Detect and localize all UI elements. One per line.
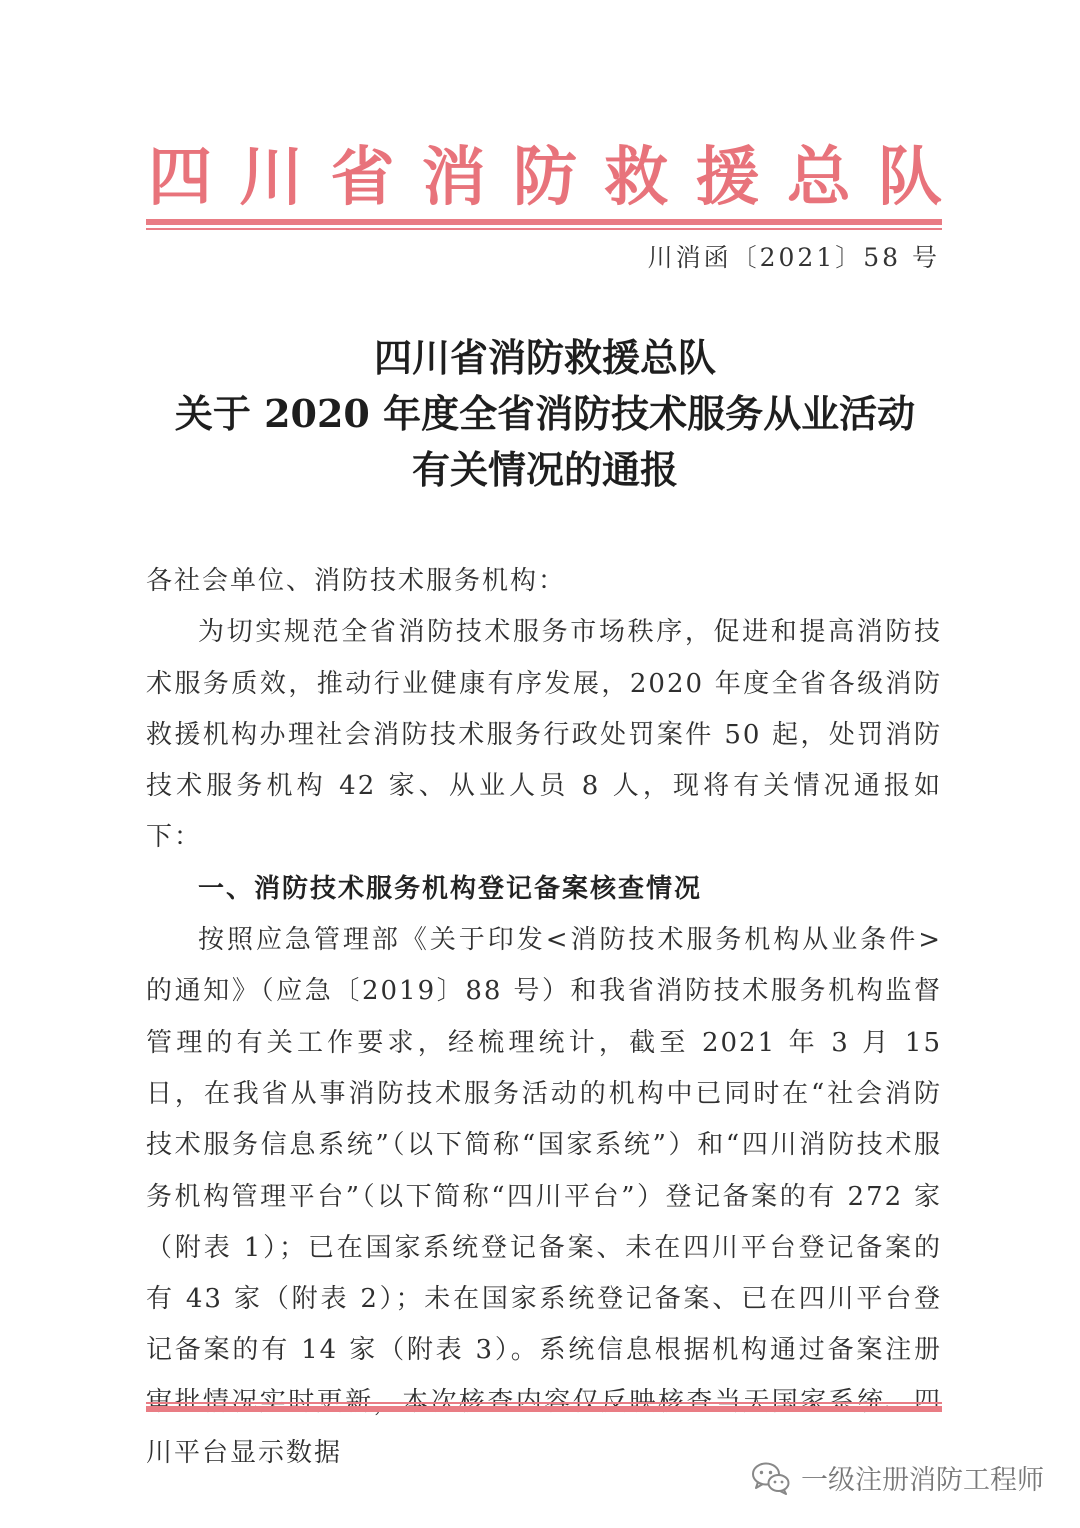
org-char: 总 (786, 141, 851, 215)
title-line-2: 关于 2020 年度全省消防技术服务从业活动 (174, 391, 916, 436)
org-char: 队 (878, 141, 942, 215)
salutation: 各社会单位、消防技术服务机构： (146, 566, 567, 596)
org-char: 防 (513, 141, 577, 215)
header-rule-thick (146, 219, 942, 225)
org-char: 川 (239, 141, 304, 215)
paragraph-intro: 为切实规范全省消防技术服务市场秩序，促进和提高消防技术服务质效，推动行业健康有序发展，2020 年度全省各级消防救援机构办理社会消防技术服务行政处罚案件 50 起，处罚消防技术服务机构 42 家、从业人员 8 人，现将有关情况通报如下： (146, 617, 942, 853)
document-title (100, 330, 990, 498)
wechat-icon (751, 1461, 791, 1495)
org-char: 消 (421, 141, 486, 215)
org-char: 四 (148, 141, 212, 215)
org-header (148, 138, 942, 218)
header-rule-thin (146, 228, 942, 230)
org-char: 省 (330, 141, 395, 215)
footer-rule-thin (146, 1402, 942, 1404)
document-body (146, 556, 942, 1479)
title-line-3: 有关情况的通报 (411, 447, 678, 492)
section-heading-1: 一、消防技术服务机构登记备案核查情况 (198, 873, 703, 904)
title-line-1: 四川省消防救援总队 (373, 335, 716, 380)
document-number: 川消函〔2021〕58 号 (647, 243, 940, 272)
org-char: 援 (695, 141, 760, 215)
footer-rule-thick (146, 1406, 942, 1412)
watermark-text: 一级注册消防工程师 (801, 1465, 1044, 1496)
org-char: 救 (604, 141, 669, 215)
paragraph-registration: 按照应急管理部《关于印发<消防技术服务机构从业条件>的通知》（应急〔2019〕88 号）和我省消防技术服务机构监督管理的有关工作要求，经梳理统计，截至 2021 年 3 月 15 日，在我省从事消防技术服务活动的机构中已同时在“社会消防技术服务信息系统”（以下简称“国家系统”）和“四川消防技术服务机构管理平台”（以下简称“四川平台”）登记备案的有 272 家（附表 1）；已在国家系统登记备案、未在四川平台登记备案的有 43 家（附表 2）；未在国家系统登记备案、已在四川平台登记备案的有 14 家（附表 3）。系统信息根据机构通过备案注册 川平台显示数据 (146, 925, 942, 1469)
watermark (751, 1458, 1044, 1497)
